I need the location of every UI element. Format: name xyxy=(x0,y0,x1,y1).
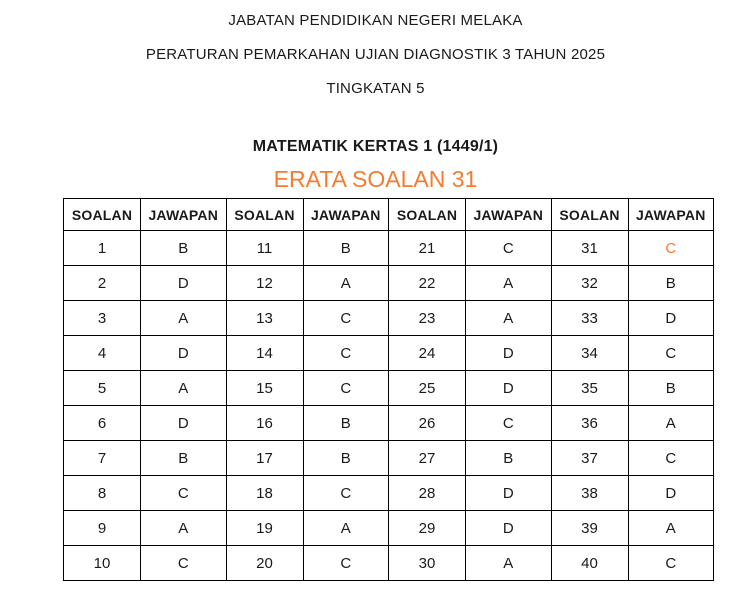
soalan-cell: 35 xyxy=(551,371,628,406)
jawapan-cell: B xyxy=(303,406,389,441)
soalan-cell: 15 xyxy=(226,371,303,406)
soalan-cell: 36 xyxy=(551,406,628,441)
jawapan-cell: D xyxy=(141,266,227,301)
jawapan-cell: C xyxy=(141,476,227,511)
header-line-department: JABATAN PENDIDIKAN NEGERI MELAKA xyxy=(228,12,523,29)
column-header-jawapan: JAWAPAN xyxy=(141,199,227,231)
answer-key-table xyxy=(63,198,714,581)
column-header-soalan: SOALAN xyxy=(64,199,141,231)
jawapan-cell: C xyxy=(141,546,227,581)
table-row xyxy=(64,371,714,406)
jawapan-cell: C xyxy=(628,441,714,476)
soalan-cell: 38 xyxy=(551,476,628,511)
soalan-cell: 29 xyxy=(389,511,466,546)
jawapan-cell: C xyxy=(303,301,389,336)
jawapan-cell: D xyxy=(466,476,552,511)
soalan-cell: 8 xyxy=(64,476,141,511)
soalan-cell: 12 xyxy=(226,266,303,301)
jawapan-cell: A xyxy=(141,301,227,336)
jawapan-cell: A xyxy=(466,546,552,581)
header-line-form: TINGKATAN 5 xyxy=(326,80,425,97)
jawapan-cell: D xyxy=(466,511,552,546)
column-header-soalan: SOALAN xyxy=(226,199,303,231)
soalan-cell: 7 xyxy=(64,441,141,476)
soalan-cell: 11 xyxy=(226,231,303,266)
table-row xyxy=(64,301,714,336)
column-header-jawapan: JAWAPAN xyxy=(628,199,714,231)
jawapan-cell: C xyxy=(628,231,714,266)
soalan-cell: 21 xyxy=(389,231,466,266)
soalan-cell: 39 xyxy=(551,511,628,546)
jawapan-cell: D xyxy=(628,476,714,511)
soalan-cell: 17 xyxy=(226,441,303,476)
soalan-cell: 31 xyxy=(551,231,628,266)
jawapan-cell: A xyxy=(141,371,227,406)
soalan-cell: 32 xyxy=(551,266,628,301)
jawapan-cell: A xyxy=(466,266,552,301)
column-header-jawapan: JAWAPAN xyxy=(466,199,552,231)
soalan-cell: 33 xyxy=(551,301,628,336)
jawapan-cell: C xyxy=(628,336,714,371)
table-row xyxy=(64,546,714,581)
jawapan-cell: A xyxy=(303,511,389,546)
jawapan-cell: A xyxy=(303,266,389,301)
jawapan-cell: B xyxy=(466,441,552,476)
jawapan-cell: C xyxy=(466,231,552,266)
jawapan-cell: A xyxy=(141,511,227,546)
soalan-cell: 3 xyxy=(64,301,141,336)
soalan-cell: 24 xyxy=(389,336,466,371)
answer-table-body xyxy=(64,231,714,581)
soalan-cell: 19 xyxy=(226,511,303,546)
jawapan-cell: D xyxy=(141,406,227,441)
column-header-soalan: SOALAN xyxy=(389,199,466,231)
soalan-cell: 10 xyxy=(64,546,141,581)
soalan-cell: 18 xyxy=(226,476,303,511)
soalan-cell: 23 xyxy=(389,301,466,336)
soalan-cell: 27 xyxy=(389,441,466,476)
soalan-cell: 2 xyxy=(64,266,141,301)
jawapan-cell: B xyxy=(628,266,714,301)
soalan-cell: 30 xyxy=(389,546,466,581)
table-row xyxy=(64,406,714,441)
column-header-soalan: SOALAN xyxy=(551,199,628,231)
jawapan-cell: C xyxy=(303,476,389,511)
table-row xyxy=(64,441,714,476)
jawapan-cell: C xyxy=(303,371,389,406)
soalan-cell: 4 xyxy=(64,336,141,371)
jawapan-cell: C xyxy=(628,546,714,581)
jawapan-cell: A xyxy=(466,301,552,336)
soalan-cell: 40 xyxy=(551,546,628,581)
table-row xyxy=(64,476,714,511)
table-header-row xyxy=(64,199,714,231)
soalan-cell: 25 xyxy=(389,371,466,406)
soalan-cell: 37 xyxy=(551,441,628,476)
jawapan-cell: C xyxy=(466,406,552,441)
column-header-jawapan: JAWAPAN xyxy=(303,199,389,231)
jawapan-cell: B xyxy=(303,231,389,266)
jawapan-cell: C xyxy=(303,546,389,581)
jawapan-cell: A xyxy=(628,406,714,441)
soalan-cell: 34 xyxy=(551,336,628,371)
soalan-cell: 1 xyxy=(64,231,141,266)
soalan-cell: 9 xyxy=(64,511,141,546)
paper-title: MATEMATIK KERTAS 1 (1449/1) xyxy=(252,138,499,155)
jawapan-cell: D xyxy=(466,336,552,371)
soalan-cell: 20 xyxy=(226,546,303,581)
soalan-cell: 5 xyxy=(64,371,141,406)
soalan-cell: 14 xyxy=(226,336,303,371)
jawapan-cell: A xyxy=(628,511,714,546)
jawapan-cell: B xyxy=(628,371,714,406)
table-row xyxy=(64,511,714,546)
soalan-cell: 22 xyxy=(389,266,466,301)
jawapan-cell: B xyxy=(141,231,227,266)
jawapan-cell: D xyxy=(141,336,227,371)
jawapan-cell: B xyxy=(141,441,227,476)
jawapan-cell: D xyxy=(628,301,714,336)
soalan-cell: 26 xyxy=(389,406,466,441)
document-header xyxy=(0,0,751,96)
table-row xyxy=(64,231,714,266)
table-row xyxy=(64,266,714,301)
jawapan-cell: B xyxy=(303,441,389,476)
soalan-cell: 28 xyxy=(389,476,466,511)
table-row xyxy=(64,336,714,371)
jawapan-cell: C xyxy=(303,336,389,371)
header-line-marking-scheme: PERATURAN PEMARKAHAN UJIAN DIAGNOSTIK 3 TAHUN 2025 xyxy=(145,46,606,63)
jawapan-cell: D xyxy=(466,371,552,406)
soalan-cell: 6 xyxy=(64,406,141,441)
erratum-title: ERATA SOALAN 31 xyxy=(273,166,478,192)
soalan-cell: 13 xyxy=(226,301,303,336)
soalan-cell: 16 xyxy=(226,406,303,441)
